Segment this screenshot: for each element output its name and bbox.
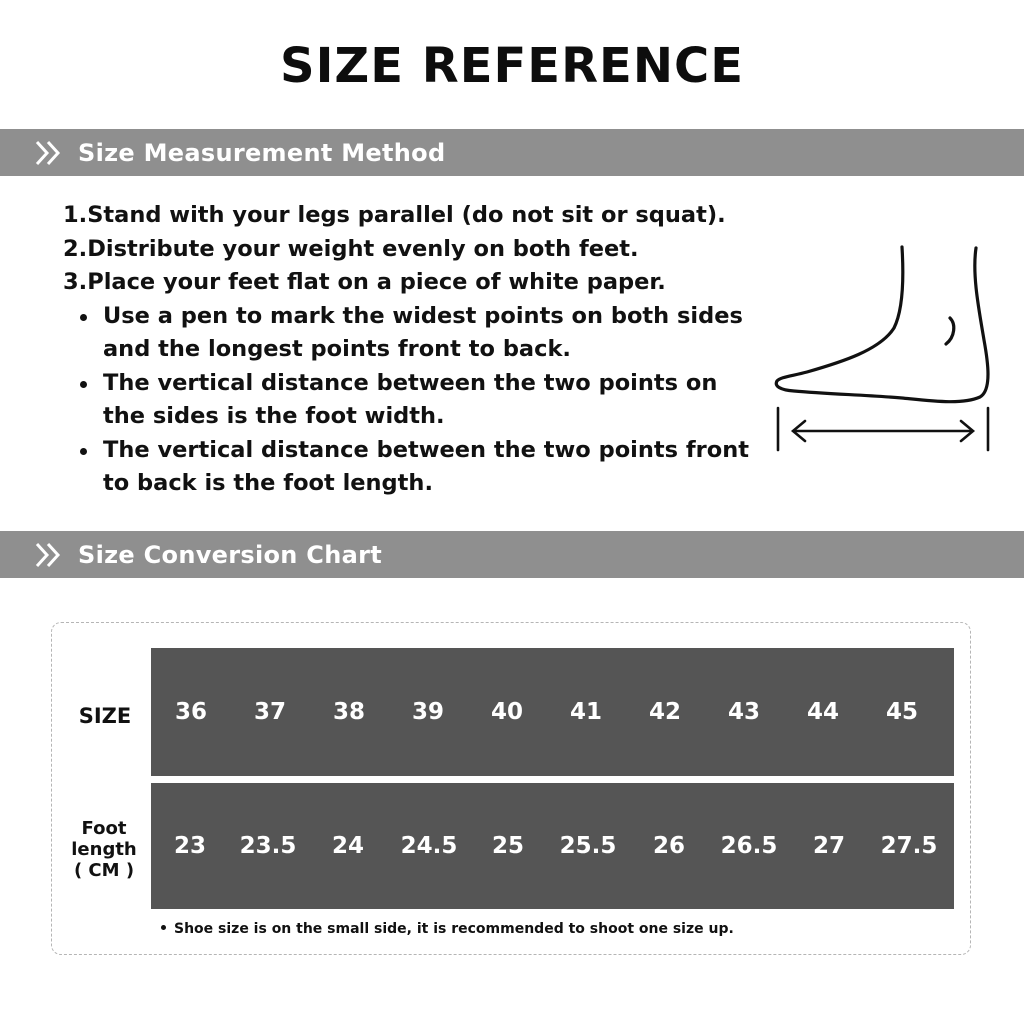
size-note-text: Shoe size is on the small side, it is recommended to shoot one size up.	[174, 921, 734, 937]
foot-length-cell: 25	[491, 833, 525, 859]
size-cell: 40	[490, 699, 524, 725]
foot-label-line: length	[71, 839, 137, 860]
size-cell: 37	[253, 699, 287, 725]
size-cell: 38	[332, 699, 366, 725]
size-cell: 36	[174, 699, 208, 725]
foot-label-line: Foot	[81, 818, 127, 839]
size-cell: 43	[727, 699, 761, 725]
foot-label-line: ( CM )	[73, 860, 135, 881]
double-chevron-right-icon	[34, 139, 64, 167]
size-cell: 42	[648, 699, 682, 725]
foot-length-cell: 26.5	[720, 833, 778, 859]
bullet-item: The vertical distance between the two points front to back is the foot length.	[63, 434, 763, 501]
step-item: 3.Place your feet flat on a piece of white paper.	[63, 269, 666, 295]
foot-length-cell: 24	[331, 833, 365, 859]
foot-length-row	[151, 783, 954, 909]
size-row-label: SIZE	[78, 704, 132, 728]
size-cell: 44	[806, 699, 840, 725]
foot-length-cell: 23.5	[239, 833, 297, 859]
section-title-conversion: Size Conversion Chart	[78, 540, 383, 569]
measurement-steps	[63, 199, 763, 501]
section-title-measurement: Size Measurement Method	[78, 138, 446, 167]
section-header-conversion	[0, 531, 1024, 578]
section-header-measurement	[0, 129, 1024, 176]
size-cell: 41	[569, 699, 603, 725]
step-item: 1.Stand with your legs parallel (do not sit or squat).	[63, 202, 726, 228]
bullet-dot-icon	[161, 925, 166, 930]
size-cell: 39	[411, 699, 445, 725]
foot-measurement-icon	[772, 240, 996, 455]
foot-length-cell: 25.5	[559, 833, 617, 859]
foot-length-cell: 23	[173, 833, 207, 859]
bullet-item: Use a pen to mark the widest points on both sides and the longest points front to back.	[63, 300, 763, 367]
size-note	[161, 921, 734, 937]
size-row	[151, 648, 954, 776]
bullet-item: The vertical distance between the two points on the sides is the foot width.	[63, 367, 763, 434]
foot-length-cell: 27	[812, 833, 846, 859]
foot-length-cell: 24.5	[400, 833, 458, 859]
step-item: 2.Distribute your weight evenly on both feet.	[63, 235, 639, 262]
foot-length-cell: 27.5	[880, 833, 938, 859]
size-cell: 45	[885, 699, 919, 725]
double-chevron-right-icon	[34, 541, 64, 569]
page-title: SIZE REFERENCE	[280, 38, 744, 94]
measurement-bullets	[63, 300, 763, 501]
foot-length-cell: 26	[652, 833, 686, 859]
foot-length-row-label	[54, 818, 154, 881]
